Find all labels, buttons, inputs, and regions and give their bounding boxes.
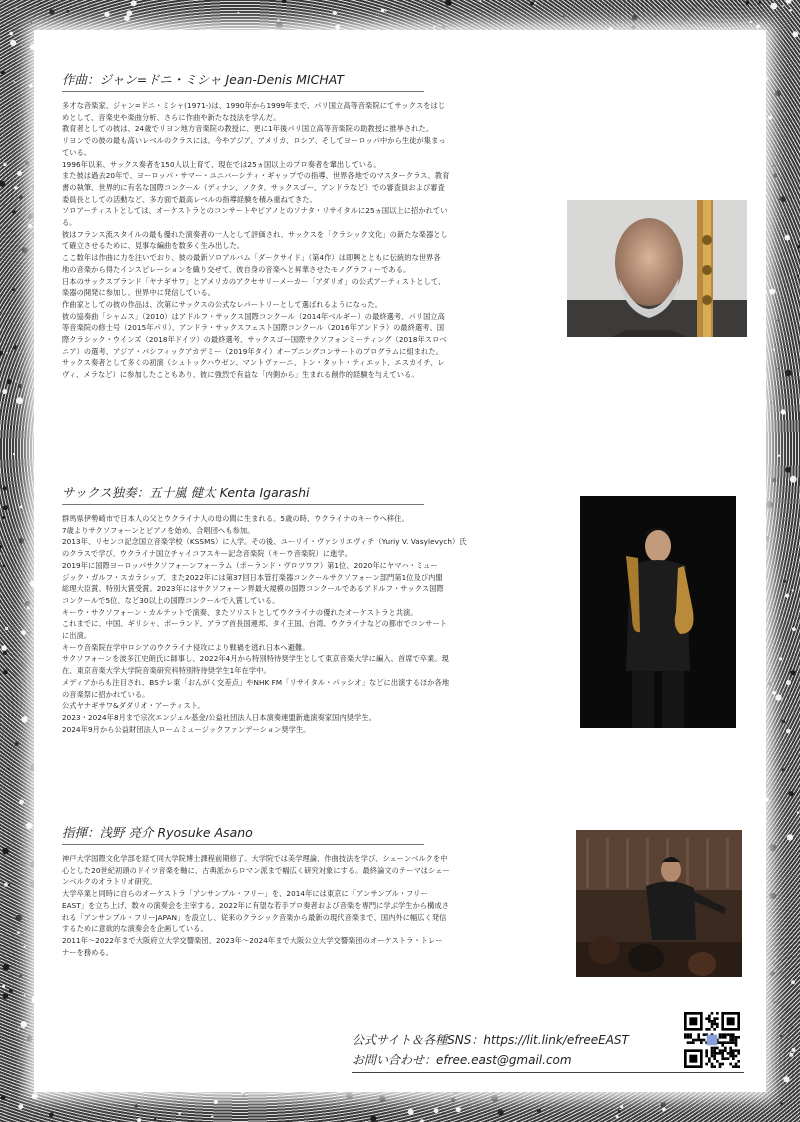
bio-line: 7歳よりサクソフォーンとピアノを始め、合唱団へも参加。 bbox=[62, 525, 255, 535]
bio-line: 2024年9月から公益財団法人ロームミュージックファンデーション奨学生。 bbox=[62, 724, 311, 734]
bio-line: また彼は過去20年で、ヨーロッパ・サマー・ユニバーシティ・ギャップでの指導、世界各地でのマスタークラス、教育 bbox=[62, 171, 450, 181]
bio-line: 委員長としての活動など、多方面で最高レベルの指導経験を積み重ねてきた。 bbox=[62, 194, 317, 204]
soloist-bio bbox=[62, 513, 572, 735]
bio-line: の音楽祭に招かれている。 bbox=[62, 689, 150, 699]
bio-line: 地の音楽から得たインスピレーションを織り交ぜて、彼自身の音楽へと昇華させたモノグラフィーである。 bbox=[62, 264, 411, 274]
bio-line: 2011年～2022年まで大阪府立大学交響楽団、2023年～2024年まで大阪公立大学交響楽団のオーケストラ・トレー bbox=[62, 935, 443, 945]
conductor-bio bbox=[62, 853, 572, 958]
bio-line: 大学卒業と同時に自らのオーケストラ「アンサンブル・フリー」を、2014年には東京に「アンサンブル・フリー bbox=[62, 889, 428, 899]
bio-line: 教育者としての彼は、24歳でリヨン地方音楽院の教授に、更に1年後パリ国立高等音楽院の助教授に推挙された。 bbox=[62, 124, 434, 134]
site-link[interactable]: 公式サイト＆各種SNS：https://lit.link/efreeEAST bbox=[352, 1033, 629, 1047]
contact-email[interactable]: お問い合わせ：efree.east@gmail.com bbox=[352, 1053, 572, 1067]
bio-line: めとして、音楽史や楽曲分析、さらに作曲や新たな技法を学んだ。 bbox=[62, 112, 281, 122]
bio-line: 心とした20世紀初頭のドイツ音楽を軸に、古典派からロマン派まで幅広く研究対象にする。最終論文のテーマはシェー bbox=[62, 865, 450, 875]
bio-line: 公式ヤナギサワ&ダダリオ・アーティスト。 bbox=[62, 701, 205, 711]
bio-line: 楽器の開発に参加し、世界中に発信している。 bbox=[62, 288, 216, 298]
bio-line: ヴィ、メラなど）に参加したこともあり、彼に強烈で有益な「内側から」生まれる創作的経験を与えている。 bbox=[62, 370, 419, 380]
bio-line: ソロアーティストとしては、オーケストラとのコンサートやピアノとのソナタ・リサイタルに25ヵ国以上に招かれてい bbox=[62, 206, 448, 216]
bio-line: れる「アンサンブル・フリーJAPAN」を設立し、従来のクラシック音楽から最新の現代音楽まで、国内外に幅広く発信 bbox=[62, 912, 447, 922]
bio-line: 総理大臣賞、特別大賞受賞。2023年にはサクソフォーン界最大規模の国際コンクールであるアドルフ・サックス国際 bbox=[62, 584, 444, 594]
bio-line: するために意欲的な演奏会を企画している。 bbox=[62, 924, 208, 934]
bio-line: 神戸大学国際文化学部を経て同大学院博士課程前期修了。大学院では美学理論、作曲技法を学び、シェーンベルクを中 bbox=[62, 854, 448, 863]
bio-line: リヨンでの彼の最も高いレベルのクラスには、今やアジア、アメリカ、ロシア、そしてヨーロッパ中から生徒が集まっ bbox=[62, 136, 446, 146]
bio-line: 2013年、リセンコ記念国立音楽学校（KSSMS）に入学。その後、ユーリイ・ヴァシリエヴィチ（Yuriy V. Vasylevych）氏 bbox=[62, 537, 467, 547]
soloist-section bbox=[62, 483, 572, 735]
bio-line: 等音楽院の修士号（2015年パリ）、アンドラ・サックスフェスト国際コンクール（2016年アンドラ）の最終選考、国 bbox=[62, 323, 445, 333]
bio-line: て確立させるために、見事な編曲を数多く生み出した。 bbox=[62, 241, 245, 251]
bio-line: 彼の協奏曲「シャムス」（2010）はアドルフ・サックス国際コンクール（2014年ベルギー）の最終選考、パリ国立高 bbox=[62, 311, 445, 321]
bio-line: メディアからも注目され、BSテレ東「おんがく交差点」やNHK FM「リサイタル・パッシオ」などに出演するほか各地 bbox=[62, 677, 450, 687]
conductor-heading: 指揮：浅野 亮介 Ryosuke Asano bbox=[62, 823, 424, 845]
bio-line: ナーを務める。 bbox=[62, 947, 114, 957]
footer-divider bbox=[352, 1072, 744, 1073]
bio-line: 際クラシック・ウインズ（2018年ドイツ）の最終選考、サックスゴー国際サクソフォンミーティング（2018年スロベ bbox=[62, 335, 447, 345]
composer-section bbox=[62, 70, 572, 381]
bio-line: に出演。 bbox=[62, 631, 92, 641]
bio-line: 2023・2024年8月まで宗次エンジェル基金/公益社団法人日本演奏連盟新進演奏家国内奨学生。 bbox=[62, 712, 376, 722]
soloist-photo bbox=[580, 496, 736, 728]
qr-code[interactable] bbox=[684, 1012, 740, 1068]
bio-line: キーウ・サクソフォーン・カルテットで演奏、またソリストとしてウクライナの優れたオーケストラと共演。 bbox=[62, 607, 418, 617]
bio-line: ニア）の選考、アジア・パシフィックアカデミー（2019年タイ）オープニングコンサートのプログラムに組まれた。 bbox=[62, 346, 443, 356]
bio-line: ている。 bbox=[62, 147, 92, 157]
composer-photo bbox=[567, 200, 747, 337]
conductor-photo bbox=[576, 830, 742, 977]
bio-line: EAST」を立ち上げ、数々の演奏会を主宰する。2022年に有望な若手プロ奏者および音楽を専門に学ぶ学生から構成さ bbox=[62, 900, 450, 910]
soloist-heading: サックス独奏：五十嵐 健太 Kenta Igarashi bbox=[62, 483, 424, 505]
bio-line: 彼はフランス流スタイルの最も優れた演奏者の一人として評価され、サックスを「クラシック文化」の新たな楽器とし bbox=[62, 229, 448, 239]
bio-line: る。 bbox=[62, 218, 77, 228]
composer-heading: 作曲：ジャン=ドニ・ミシャ Jean-Denis MICHAT bbox=[62, 70, 424, 92]
bio-line: 2019年に国際ヨーロッパサクソフォーンフォーラム（ポーランド・ヴロツワフ）第1位、2020年にヤマハ・ミュー bbox=[62, 560, 438, 570]
bio-line: サクソフォーンを波多江史朗氏に師事し、2022年4月から特別特待奨学生として東京音楽大学に編入、首席で卒業。現 bbox=[62, 654, 449, 664]
bio-line: ンベルクのオラトリオ研究。 bbox=[62, 877, 157, 887]
bio-line: コンクールで5位、など30以上の国際コンクールで入賞している。 bbox=[62, 595, 280, 605]
bio-line: 1996年以来、サックス奏者を150人以上育て、現在では25ヵ国以上のプロ奏者を輩出している。 bbox=[62, 159, 381, 169]
bio-line: 在、東京音楽大学大学院音楽研究科特別特待奨学生1年在学中。 bbox=[62, 666, 271, 676]
bio-line: ここ数年は作曲に力を注いでおり、彼の最新ソロアルバム「ダークサイド」（第4作）は即興とともに伝統的な世界各 bbox=[62, 253, 441, 263]
bio-line: ジック・ガルフ・スカラシップ、また2022年には第37回日本管打楽器コンクールサクソフォーン部門第1位及び内閣 bbox=[62, 572, 443, 582]
bio-line: これまでに、中国、ギリシャ、ポーランド、アラブ首長国連邦、タイ王国、台湾、ウクライナなどの都市でコンサート bbox=[62, 619, 448, 629]
bio-line: 書の執筆、世界的に有名な国際コンクール（ディナン、ノクタ、サックスゴー、アンドラなど）での審査員および審査 bbox=[62, 182, 445, 192]
composer-bio bbox=[62, 100, 572, 381]
conductor-section bbox=[62, 823, 572, 958]
bio-line: 多才な音楽家、ジャン=ドニ・ミシャ(1971-)は、1990年から1999年まで、パリ国立高等音楽院にてサックスをはじ bbox=[62, 101, 446, 110]
bio-line: のクラスで学び、ウクライナ国立チャイコフスキー記念音楽院（キーウ音楽院）に進学。 bbox=[62, 549, 352, 559]
bio-line: 日本のサックスブランド「ヤナギサワ」とアメリカのアクセサリーメーカー「アダリオ」の公式アーティストとして、 bbox=[62, 276, 446, 286]
bio-line: キーウ音楽院在学中ロシアのウクライナ侵攻により戦禍を逃れ日本へ避難。 bbox=[62, 642, 310, 652]
bio-line: 群馬県伊勢崎市で日本人の父とウクライナ人の母の間に生まれる。5歳の時、ウクライナのキーウへ移住。 bbox=[62, 514, 409, 523]
bio-line: サックス奏者として多くの初演（シュトックハウゼン、マントヴァーニ、トン・タット・ティエット、エスカイチ、レ bbox=[62, 358, 445, 368]
bio-line: 作曲家としての彼の作品は、次第にサックスの公式なレパートリーとして選ばれるようになった。 bbox=[62, 299, 382, 309]
